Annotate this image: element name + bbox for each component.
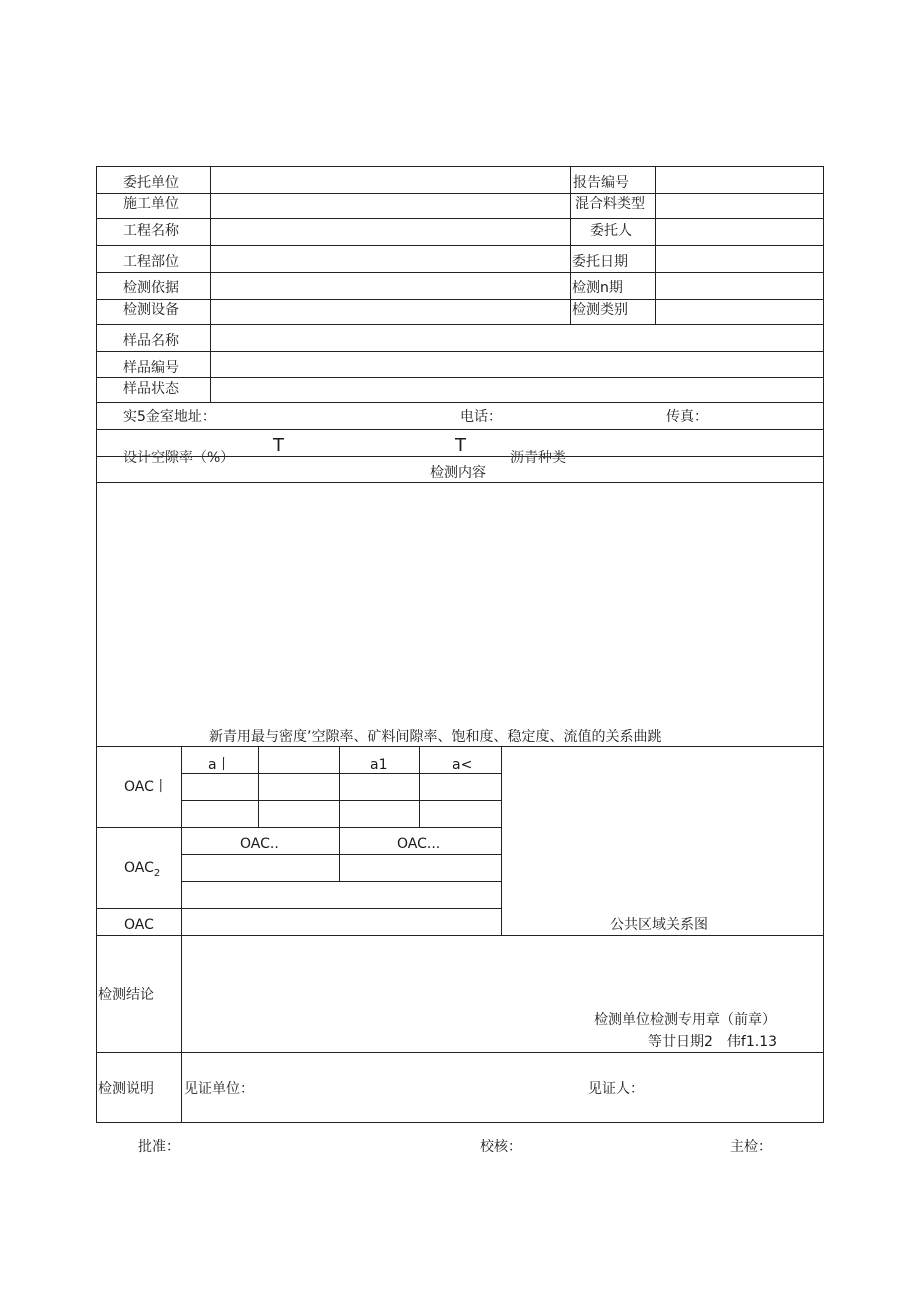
test-equipment-label: 检测设备 xyxy=(123,302,179,318)
review-label: 校核： xyxy=(480,1139,522,1155)
sample-name-label: 样品名称 xyxy=(123,333,179,349)
project-name-label: 工程名称 xyxy=(123,223,179,239)
approve-label: 批准： xyxy=(138,1139,180,1155)
oac2-col-2: OAC... xyxy=(397,836,441,852)
design-voids-label: 设计空隙率（%） xyxy=(123,450,235,466)
asphalt-type-label: 沥青种类 xyxy=(510,450,566,466)
content-caption: 新青用最与密度’空隙率、矿料间隙率、饱和度、稳定度、流值的关系曲跳 xyxy=(209,729,662,745)
table-border-bottom xyxy=(96,1122,824,1123)
table-border-left xyxy=(96,166,97,1123)
design-mark-2: T xyxy=(455,435,466,456)
conclusion-date: 等廿日期2 伟f1.13 xyxy=(648,1034,778,1050)
table-border-top xyxy=(96,166,824,167)
witness-unit-label: 见证单位： xyxy=(184,1081,254,1097)
client-unit-label: 委托单位 xyxy=(123,175,179,191)
seal-text: 检测单位检测专用章（前章） xyxy=(594,1012,776,1028)
test-date-label: 检测n期 xyxy=(572,280,623,296)
test-category-label: 检测类别 xyxy=(572,302,628,318)
oac1-col-a1: a1 xyxy=(370,757,388,773)
oac-label: OAC xyxy=(124,917,154,933)
conclusion-label: 检测结论 xyxy=(98,987,154,1003)
main-tester-label: 主检： xyxy=(730,1139,772,1155)
sample-state-label: 样品状态 xyxy=(123,381,179,397)
mix-type-label: 混合料类型 xyxy=(575,196,645,212)
client-person-label: 委托人 xyxy=(590,223,632,239)
notes-label: 检测说明 xyxy=(98,1081,154,1097)
sample-no-label: 样品编号 xyxy=(123,360,179,376)
lab-fax-label: 传真： xyxy=(666,409,708,425)
table-border-right xyxy=(823,166,824,1123)
entrust-date-label: 委托日期 xyxy=(572,254,628,270)
content-title: 检测内容 xyxy=(430,465,486,481)
project-part-label: 工程部位 xyxy=(123,254,179,270)
report-no-label: 报告编号 xyxy=(573,175,629,191)
lab-phone-label: 电话： xyxy=(460,409,502,425)
oac1-col-a-lt: a< xyxy=(452,757,473,773)
region-caption: 公共区域关系图 xyxy=(610,917,708,933)
design-mark-1: T xyxy=(273,435,284,456)
witness-person-label: 见证人： xyxy=(588,1081,644,1097)
oac2-col-1: OAC.. xyxy=(240,836,279,852)
oac1-col-a: a丨 xyxy=(208,757,231,773)
oac1-label: OAC丨 xyxy=(124,779,168,795)
construction-unit-label: 施工单位 xyxy=(123,196,179,212)
oac2-label: $OAC_2$ xyxy=(124,860,161,879)
test-basis-label: 检测依据 xyxy=(123,280,179,296)
design-row xyxy=(97,430,823,466)
lab-address-label: 实5金室地址： xyxy=(123,409,216,425)
